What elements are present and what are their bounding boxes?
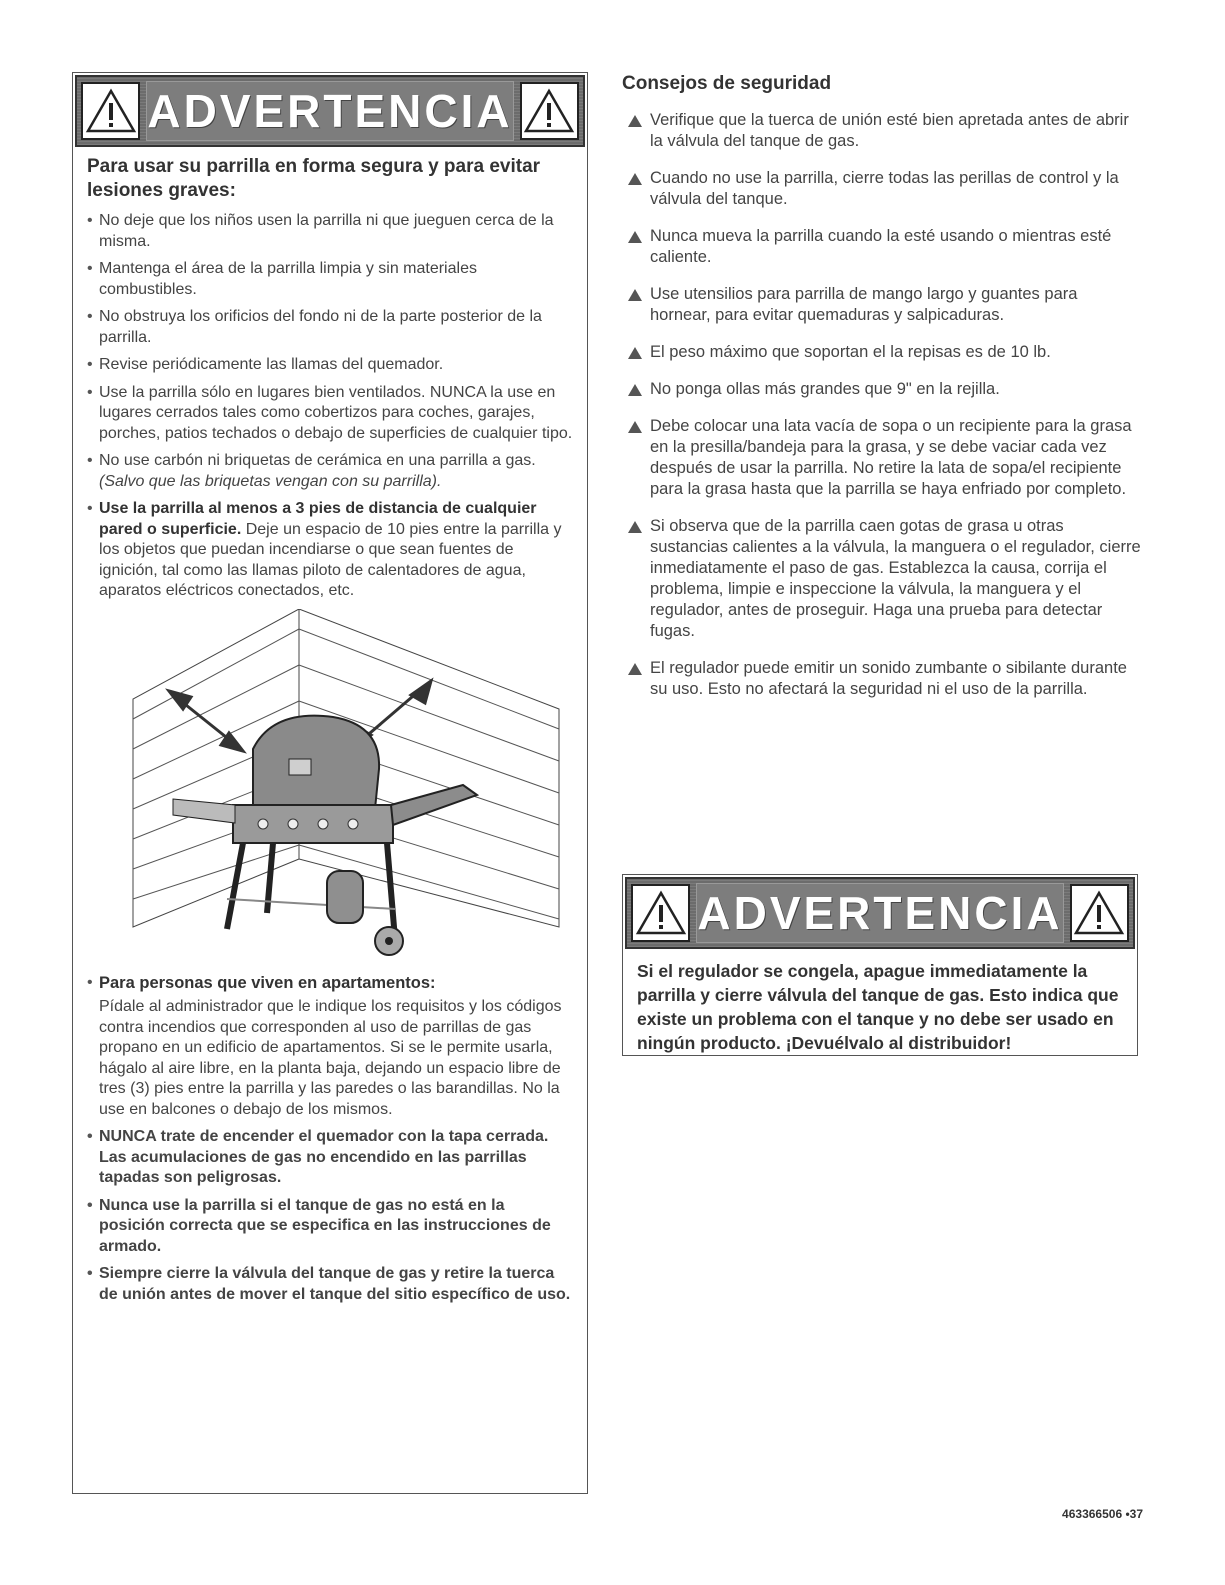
list-item xyxy=(622,658,1142,700)
list-item: • Nunca use la parrilla si el tanque de gas no está en la posición correcta que se especifica en las instrucciones de armado. xyxy=(87,1196,573,1258)
list-item xyxy=(622,379,1142,400)
list-item xyxy=(622,416,1142,500)
apartments-text: Pídale al administrador que le indique los requisitos y los códigos contra incendios que corresponden al uso de parrillas de gas propano en un edificio de apartamentos. Si se le permite usarla, hágalo al aire libre, en la planta baja, dejando un espacio libre de tres (3) pies entre la parrilla y las paredes o las barandillas. No la use en balcones o debajo de los mismos. xyxy=(99,998,562,1118)
distance-warning: Use la parrilla al menos a 3 pies de distancia de cualquier pared o superficie. xyxy=(99,500,537,538)
list-item: • NUNCA trate de encender el quemador con la tapa cerrada. Las acumulaciones de gas no encendido en las parrillas tapadas son peligrosas. xyxy=(87,1127,573,1189)
list-item: • No deje que los niños usen la parrilla ni que jueguen cerca de la misma. xyxy=(87,211,573,252)
tip-text: Nunca mueva la parrilla cuando la esté usando o mientras esté caliente. xyxy=(650,227,1112,266)
warning-triangle-icon xyxy=(1070,884,1129,942)
list-item xyxy=(87,499,573,602)
tip-text: Verifique que la tuerca de unión esté bien apretada antes de abrir la válvula del tanque de gas. xyxy=(650,111,1129,150)
tip-text: Cuando no use la parrilla, cierre todas las perillas de control y la válvula del tanque. xyxy=(650,169,1119,208)
list-item: • No obstruya los orificios del fondo ni de la parte posterior de la parrilla. xyxy=(87,307,573,348)
grill-clearance-illustration xyxy=(103,609,563,969)
list-item xyxy=(87,451,573,492)
list-item: • Use la parrilla sólo en lugares bien ventilados. NUNCA la use en lugares cerrados tales como cobertizos para coches, garajes, porches, patios techados o debajo de superficies de cualquier tipo. xyxy=(87,383,573,445)
panel-title: Para usar su parrilla en forma segura y para evitar lesiones graves: xyxy=(87,156,541,201)
triangle-bullet-icon xyxy=(628,231,642,243)
distance-text: Deje un espacio de 10 pies entre la parrilla y los objetos que puedan incendiarse o que sean fuentes de ignición, tal como las llamas piloto de calentadores de agua, aparatos eléctricos conectados, etc. xyxy=(99,520,562,599)
charcoal-text: No use carbón ni briquetas de cerámica en una parrilla a gas. xyxy=(99,452,536,469)
list-item xyxy=(87,973,573,1121)
safety-list xyxy=(73,211,587,602)
list-item xyxy=(622,342,1142,363)
section-title: Consejos de seguridad xyxy=(622,73,832,94)
warning-triangle-icon xyxy=(520,82,579,140)
page-number: 463366506 •37 xyxy=(1062,1507,1143,1521)
warning-triangle-icon xyxy=(81,82,140,140)
list-item xyxy=(622,284,1142,326)
list-item: • Siempre cierre la válvula del tanque de gas y retire la tuerca de unión antes de mover el tanque del sitio específico de uso. xyxy=(87,1264,573,1305)
triangle-bullet-icon xyxy=(628,521,642,533)
tip-text: Si observa que de la parrilla caen gotas de grasa u otras sustancias calientes a la válvula, la manguera o el regulador, cierre inmediatamente el paso de gas. Establezca la causa, corrija el problema, limpie e inspeccione la válvula, la manguera y el regulador, antes de proseguir. Haga una prueba para detectar fugas. xyxy=(650,517,1141,640)
tip-text: Use utensilios para parrilla de mango largo y guantes para hornear, para evitar quemaduras y salpicaduras. xyxy=(650,285,1078,324)
banner-title: ADVERTENCIA xyxy=(696,883,1063,943)
warning-panel-right xyxy=(622,874,1138,1056)
warning-banner xyxy=(625,877,1135,949)
triangle-bullet-icon xyxy=(628,347,642,359)
triangle-bullet-icon xyxy=(628,421,642,433)
warning-banner xyxy=(75,75,585,147)
regulator-warning-text: Si el regulador se congela, apague immediatamente la parrilla y cierre válvula del tanque de gas. Esto indica que existe un problema con el tanque y no debe ser usado en ningún producto. ¡Devuélvalo al distribuidor! xyxy=(637,961,1119,1053)
tip-text: Debe colocar una lata vacía de sopa o un recipiente para la grasa en la presilla/bandeja para la grasa, y se debe vaciar cada vez después de usar la parrilla. No retire la lata de sopa/el recipiente para la grasa hasta que la parrilla se haya enfriado por completo. xyxy=(650,417,1132,498)
apartments-heading: • Para personas que viven en apartamentos: xyxy=(99,973,436,992)
triangle-bullet-icon xyxy=(628,663,642,675)
triangle-bullet-icon xyxy=(628,173,642,185)
list-item xyxy=(622,516,1142,642)
tip-text: No ponga ollas más grandes que 9" en la rejilla. xyxy=(650,380,1000,398)
tips-list xyxy=(622,110,1142,700)
triangle-bullet-icon xyxy=(628,115,642,127)
charcoal-note: (Salvo que las briquetas vengan con su parrilla). xyxy=(99,472,442,490)
banner-title: ADVERTENCIA xyxy=(146,81,513,141)
list-item: • Mantenga el área de la parrilla limpia y sin materiales combustibles. xyxy=(87,259,573,300)
list-item xyxy=(622,168,1142,210)
triangle-bullet-icon xyxy=(628,384,642,396)
tip-text: El regulador puede emitir un sonido zumbante o sibilante durante su uso. Esto no afectará la seguridad ni el uso de la parrilla. xyxy=(650,659,1127,698)
warning-triangle-icon xyxy=(631,884,690,942)
safety-tips-section xyxy=(622,72,1142,716)
tip-text: El peso máximo que soportan el la repisas es de 10 lb. xyxy=(650,343,1051,361)
triangle-bullet-icon xyxy=(628,289,642,301)
apartment-list xyxy=(73,973,587,1306)
warning-panel-left xyxy=(72,72,588,1494)
list-item xyxy=(622,226,1142,268)
list-item: • Revise periódicamente las llamas del quemador. xyxy=(87,355,573,376)
list-item xyxy=(622,110,1142,152)
